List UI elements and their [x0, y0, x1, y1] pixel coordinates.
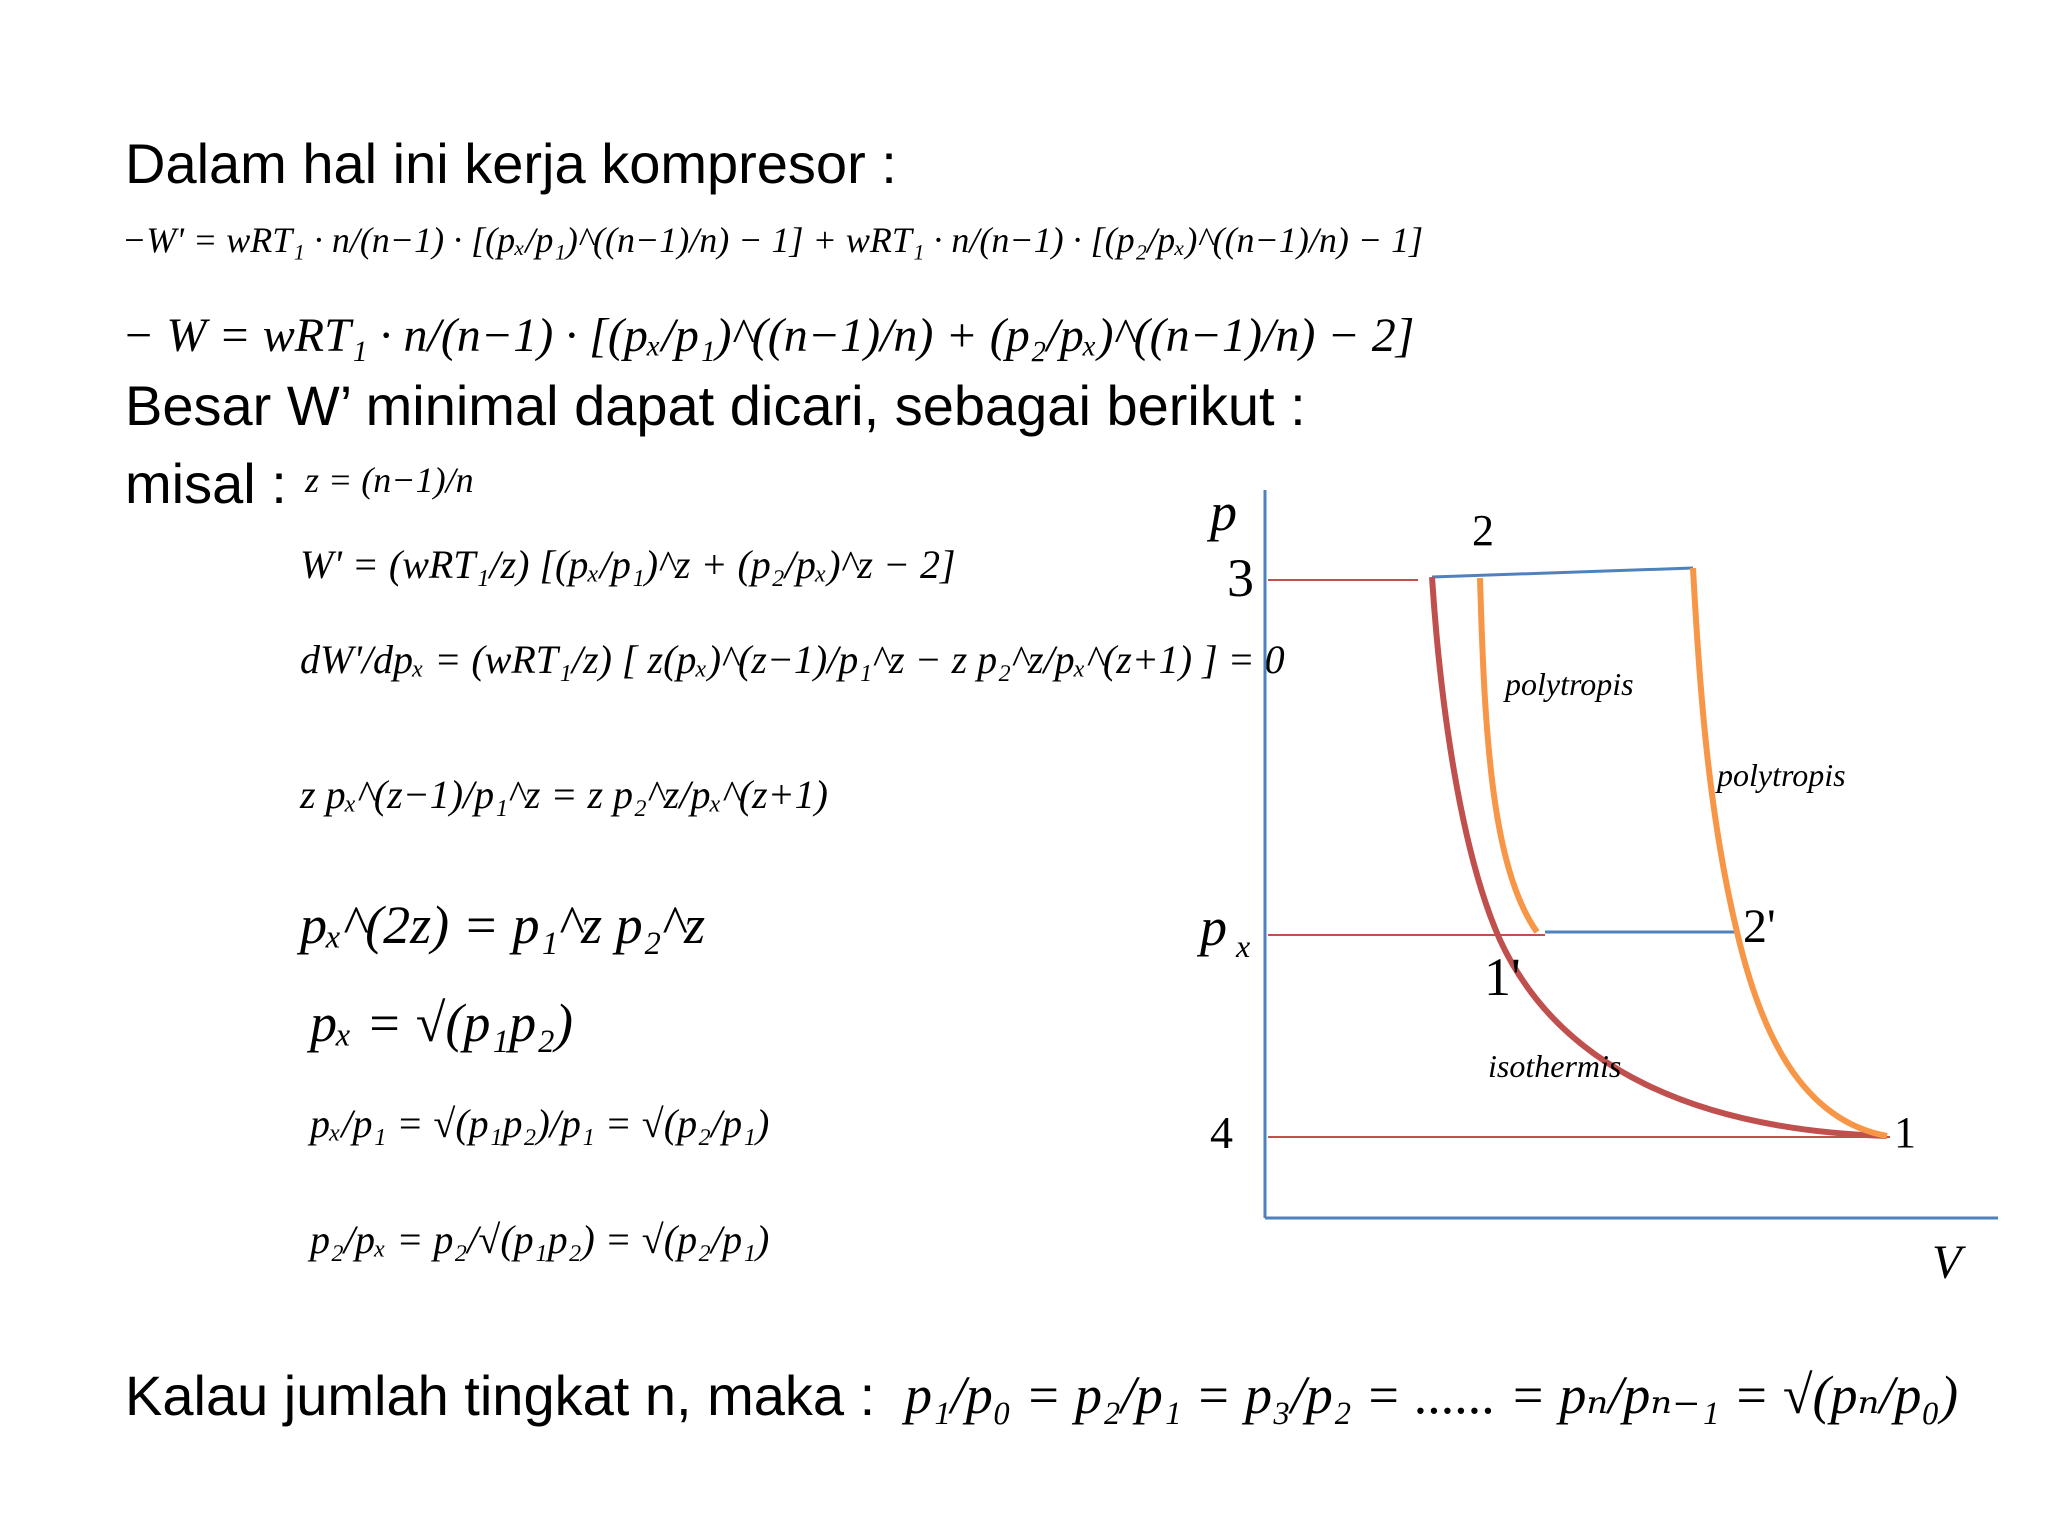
- eq1-expression: −W' = wRT₁ · n/(n−1) · [(pₓ/p₁)^((n−1)/n) − 1] + wRT₁ · n/(n−1) · [(p₂/pₓ)^((n−1)/n) − 1]: [122, 220, 1424, 260]
- derivation-step-6: pₓ/p₁ = √(p₁p₂)/p₁ = √(p₂/p₁): [310, 1101, 770, 1146]
- heading-text: Dalam hal ini kerja kompresor :: [125, 132, 897, 195]
- curve-label-polytropis-upper: polytropis: [1505, 666, 1634, 702]
- polytrope-curve-low-to-high: [1693, 568, 1887, 1136]
- final-equation: p₁/p₀ = p₂/p₁ = p₃/p₂ = ...... = pₙ/pₙ₋₁ = √(pₙ/p₀): [905, 1365, 1959, 1425]
- derivation-step-7: p₂/pₓ = p₂/√(p₁p₂) = √(p₂/p₁): [310, 1217, 770, 1262]
- discharge-line: [1432, 568, 1693, 577]
- eq2-expression: − W = wRT₁ · n/(n−1) · [(pₓ/p₁)^((n−1)/n) + (p₂/pₓ)^((n−1)/n) − 2]: [122, 309, 1415, 362]
- axis-label-p: p: [1210, 482, 1237, 542]
- curve-label-isothermis: isothermis: [1488, 1048, 1622, 1084]
- derivation-step-2: dW'/dpₓ = (wRT₁/z) [ z(pₓ)^(z−1)/p₁^z − z p₂^z/pₓ^(z+1) ] = 0: [300, 637, 1285, 682]
- polytrope-curve-stage-1: [1480, 578, 1537, 932]
- point-label-2: 2: [1472, 506, 1494, 555]
- derivation-step-4: pₓ^(2z) = p₁^z p₂^z: [300, 895, 706, 955]
- point-label-2-prime: 2': [1743, 900, 1776, 953]
- curve-label-polytropis-right: polytropis: [1717, 757, 1846, 793]
- minimum-text: Besar W’ minimal dapat dicari, sebagai berikut :: [125, 374, 1306, 437]
- misal-label: misal :: [125, 452, 287, 515]
- misal-equation: z = (n−1)/n: [305, 460, 474, 500]
- final-text: Kalau jumlah tingkat n, maka :: [125, 1364, 876, 1427]
- axis-label-v: V: [1932, 1236, 1962, 1289]
- point-label-1: 1: [1894, 1108, 1916, 1157]
- level-label-px: p: [1200, 897, 1227, 957]
- derivation-step-5: pₓ = √(p₁p₂): [310, 993, 573, 1053]
- point-label-1-prime: 1': [1484, 947, 1521, 1007]
- level-label-px-subscript: x: [1236, 928, 1251, 964]
- derivation-step-1: W' = (wRT₁/z) [(pₓ/p₁)^z + (p₂/pₓ)^z − 2]: [300, 542, 956, 587]
- derivation-step-3: z pₓ^(z−1)/p₁^z = z p₂^z/pₓ^(z+1): [300, 772, 828, 817]
- level-label-4: 4: [1210, 1107, 1233, 1158]
- level-label-3: 3: [1227, 548, 1254, 608]
